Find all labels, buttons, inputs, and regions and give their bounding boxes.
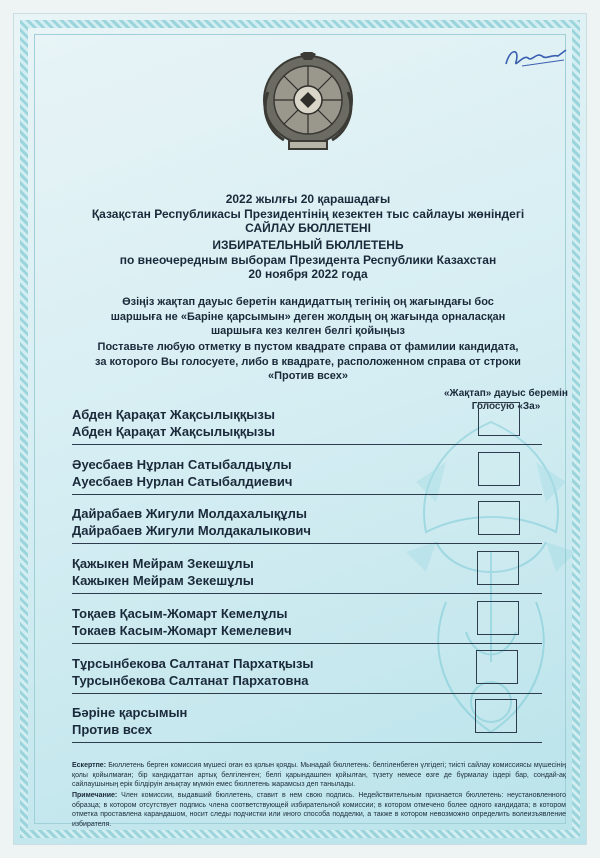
against-all-label-ru: Против всех bbox=[72, 722, 153, 737]
candidate-name-kz: Әуесбаев Нұрлан Сатыбалдыұлы bbox=[72, 457, 292, 472]
title-kz-line: 2022 жылғы 20 қарашадағы bbox=[225, 192, 391, 206]
candidate-name-ru: Дайрабаев Жигули Молдакалыкович bbox=[72, 523, 311, 538]
instructions-kz-line: шаршыға не «Баріне қарсымын» деген жолдың оң жағында орналасқан bbox=[110, 310, 506, 323]
vote-checkbox[interactable] bbox=[478, 452, 520, 486]
candidate-row bbox=[72, 406, 542, 446]
state-emblem-icon bbox=[260, 52, 356, 158]
against-all-label-kz: Бәріне қарсымын bbox=[72, 705, 188, 720]
candidate-name-kz: Тұрсынбекова Салтанат Пархатқызы bbox=[72, 656, 314, 671]
instructions-kz bbox=[74, 295, 542, 339]
candidate-row bbox=[72, 555, 542, 595]
vote-checkbox-against-all[interactable] bbox=[475, 699, 517, 733]
instructions-kz-line: Өзіңіз жақтап дауыс беретін кандидаттың тегінің оң жағындағы бос bbox=[122, 296, 494, 308]
note-kz-label: Ескертпе: bbox=[72, 762, 107, 769]
vote-checkbox[interactable] bbox=[478, 501, 520, 535]
instructions-ru-line: Поставьте любую отметку в пустом квадрате справа от фамилии кандидата, bbox=[97, 341, 519, 353]
ballot-sheet bbox=[14, 14, 586, 844]
instructions-ru-line: «Против всех» bbox=[268, 370, 348, 382]
title-kz-line: САЙЛАУ БЮЛЛЕТЕНІ bbox=[245, 221, 371, 235]
instructions-ru-line: за которого Вы голосуете, либо в квадрате, расположенном справа от строки bbox=[95, 355, 521, 368]
vote-checkbox[interactable] bbox=[478, 402, 520, 436]
note-ru-label: Примечание: bbox=[72, 792, 118, 799]
candidate-name-ru: Токаев Касым-Жомарт Кемелевич bbox=[72, 623, 292, 638]
ballot-title-ru bbox=[54, 238, 562, 282]
vote-checkbox[interactable] bbox=[477, 601, 519, 635]
vote-column-header-kz: «Жақтап» дауыс беремін bbox=[444, 388, 568, 399]
row-divider bbox=[72, 742, 542, 743]
candidate-name-ru: Абден Қарақат Жақсылыққызы bbox=[72, 424, 275, 439]
instructions-kz-line: шаршыға кез келген белгі қойыңыз bbox=[211, 325, 405, 337]
title-ru-line: 20 ноября 2022 года bbox=[248, 267, 368, 281]
candidate-name-kz: Абден Қарақат Жақсылыққызы bbox=[72, 407, 275, 422]
candidate-name-kz: Тоқаев Қасым-Жомарт Кемелұлы bbox=[72, 606, 288, 621]
candidate-name-ru: Кажыкен Мейрам Зекешұлы bbox=[72, 573, 254, 588]
candidate-row bbox=[72, 505, 542, 545]
vote-column-header-ru: Голосую «За» bbox=[471, 401, 541, 412]
against-all-row bbox=[72, 704, 542, 744]
title-ru-line: по внеочередным выборам Президента Республики Казахстан bbox=[119, 252, 497, 267]
row-divider bbox=[72, 543, 542, 544]
ballot-title-kz bbox=[54, 192, 562, 236]
title-ru-line: ИЗБИРАТЕЛЬНЫЙ БЮЛЛЕТЕНЬ bbox=[212, 238, 404, 252]
vote-checkbox[interactable] bbox=[477, 551, 519, 585]
row-divider bbox=[72, 693, 542, 694]
candidate-row bbox=[72, 605, 542, 645]
row-divider bbox=[72, 444, 542, 445]
candidate-row bbox=[72, 456, 542, 496]
instructions-ru bbox=[74, 340, 542, 384]
note-kz-text: Бюллетень берген комиссия мүшесі оған өз қолын қояды. Мынадай бюллетень: белгіленбеген үлгідегі; тиісті сайлау комиссиясы мүшесінің қолы қойылмаған; бір кандидаттан артық белгіленген; белгі қарындашпен қойылған, түзету немесе өзге де бүрмалау іздері бар, сондай-ақ сайлаушының ерік білдіруін анықтау мүмкін емес бюллетень жарамсыз деп танылады. bbox=[72, 762, 567, 788]
candidate-name-kz: Дайрабаев Жигули Молдахалықұлы bbox=[72, 506, 307, 521]
candidate-name-ru: Турсынбекова Салтанат Пархатовна bbox=[72, 673, 309, 688]
candidate-row bbox=[72, 655, 542, 695]
note-ru-text: Член комиссии, выдавший бюллетень, ставит в нем свою подпись. Недействительным признается бюллетень: неустановленного образца; в котором отсутствует подпись члена соответствующей избирательной комиссии; в котором отмечено более одного кандидата; в котором отметка проставлена карандашом, носит следы подчистки или иного способа подделки, а также в котором невозможно определить волеизъявление избирателя. bbox=[72, 792, 566, 828]
title-kz-line: Қазақстан Республикасы Президентінің кезектен тыс сайлауы жөніндегі bbox=[91, 206, 525, 221]
row-divider bbox=[72, 643, 542, 644]
vote-checkbox[interactable] bbox=[476, 650, 518, 684]
row-divider bbox=[72, 494, 542, 495]
note-ru bbox=[72, 791, 566, 829]
candidate-name-ru: Ауесбаев Нурлан Сатыбалдиевич bbox=[72, 474, 293, 489]
note-kz bbox=[72, 761, 566, 790]
signature-scribble bbox=[502, 44, 570, 72]
row-divider bbox=[72, 593, 542, 594]
candidate-name-kz: Қажыкен Мейрам Зекешұлы bbox=[72, 556, 254, 571]
